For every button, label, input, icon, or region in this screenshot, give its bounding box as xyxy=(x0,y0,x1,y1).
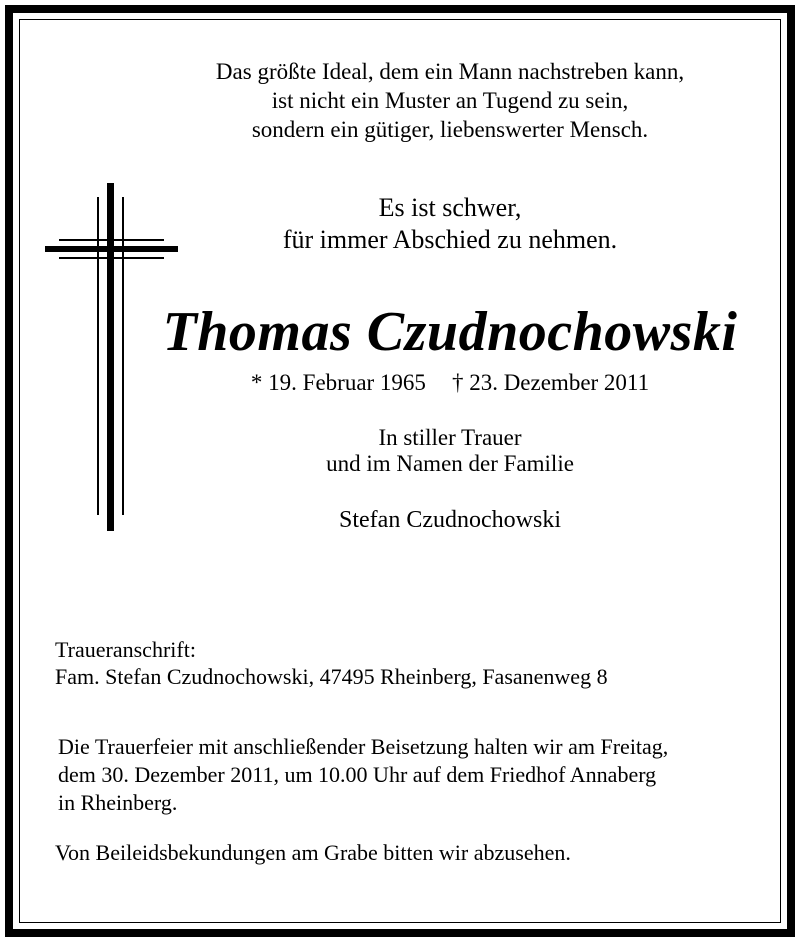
mourning-line: und im Namen der Familie xyxy=(326,451,574,476)
mourning-address xyxy=(55,636,608,690)
deceased-name: Thomas Czudnochowski xyxy=(162,301,738,363)
birth-date: * 19. Februar 1965 xyxy=(250,370,426,395)
funeral-notice xyxy=(58,733,668,817)
quote-line: Das größte Ideal, dem ein Mann nachstreben kann, xyxy=(215,59,685,84)
condolence-note: Von Beileidsbekundungen am Grabe bitten wir abzusehen. xyxy=(55,840,571,865)
life-dates xyxy=(150,368,750,398)
mourner-signature: Stefan Czudnochowski xyxy=(339,507,561,533)
farewell-line: Es ist schwer, xyxy=(378,193,522,222)
address-label: Traueranschrift: xyxy=(55,637,196,662)
farewell-text xyxy=(150,192,750,256)
address-value: Fam. Stefan Czudnochowski, 47495 Rheinberg, Fasanenweg 8 xyxy=(55,664,608,689)
funeral-line: in Rheinberg. xyxy=(58,790,178,815)
funeral-line: dem 30. Dezember 2011, um 10.00 Uhr auf dem Friedhof Annaberg xyxy=(58,762,657,787)
funeral-line: Die Trauerfeier mit anschließender Beisetzung halten wir am Freitag, xyxy=(58,734,669,759)
quote-line: ist nicht ein Muster an Tugend zu sein, xyxy=(271,88,629,113)
farewell-line: für immer Abschied zu nehmen. xyxy=(282,225,618,254)
memorial-quote xyxy=(150,57,750,144)
quote-line: sondern ein gütiger, liebenswerter Mensch. xyxy=(251,117,649,142)
mourning-line: In stiller Trauer xyxy=(378,425,522,450)
death-date: † 23. Dezember 2011 xyxy=(451,370,650,395)
mourning-text xyxy=(150,425,750,477)
